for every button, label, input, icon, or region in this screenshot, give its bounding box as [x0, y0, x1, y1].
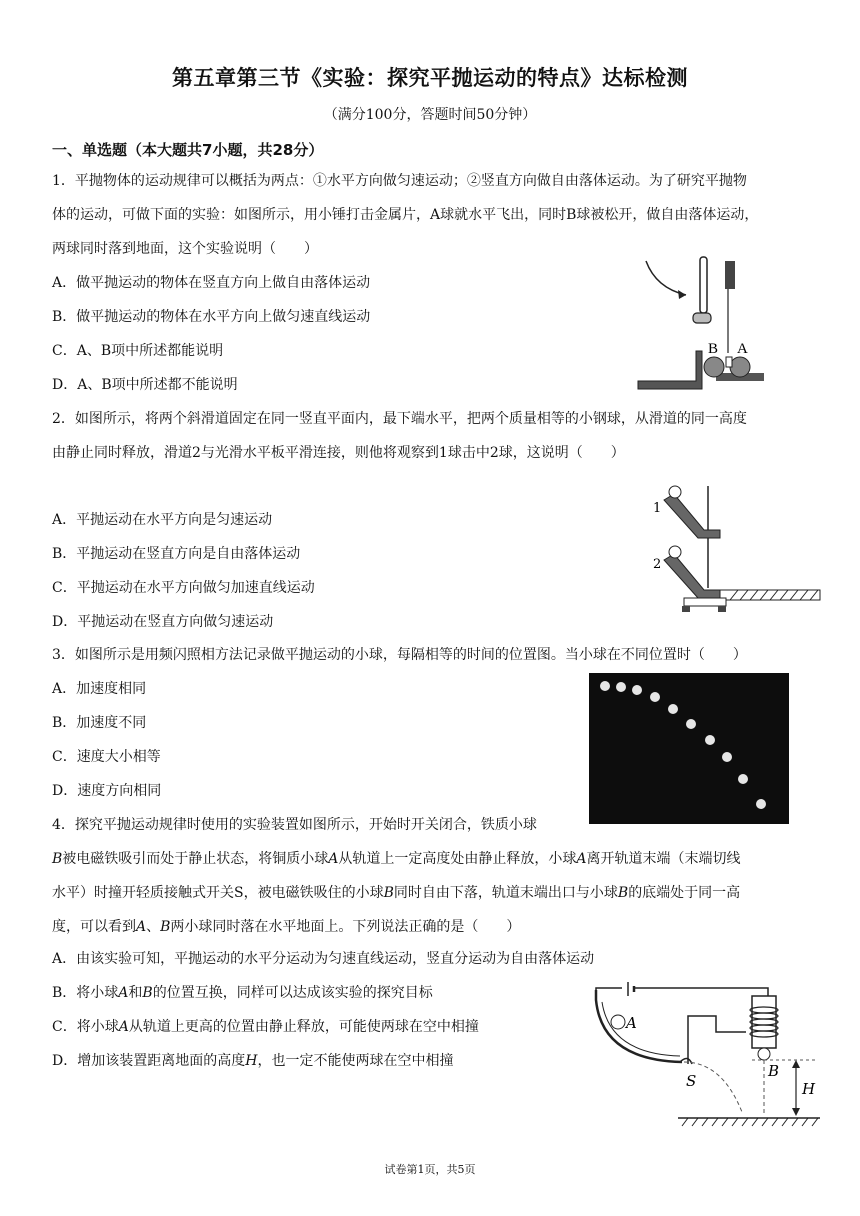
q4-option-c: C．将小球A从轨道上更高的位置由静止释放，可能使两球在空中相撞	[52, 1019, 479, 1035]
q1-line-3: 两球同时落到地面，这个实验说明（ ）	[52, 241, 318, 257]
q2-option-b: B．平抛运动在竖直方向是自由落体运动	[52, 546, 301, 562]
electromagnet	[752, 996, 776, 1048]
label-b: B	[708, 341, 719, 357]
q3-option-d: D．速度方向相同	[52, 783, 162, 799]
strobe-ball	[756, 799, 766, 809]
q4-line-4: 度，可以看到A、B两小球同时落在水平地面上。下列说法正确的是（ ）	[52, 919, 521, 935]
q3-line-1: 3．如图所示是用频闪照相方法记录做平抛运动的小球，每隔相等的时间的位置图。当小球在不同位置时（ ）	[52, 647, 747, 663]
ball-stand	[638, 351, 702, 389]
foot-right	[718, 606, 726, 612]
q2-ramp-figure	[650, 480, 822, 615]
height-arrow-up-icon	[792, 1060, 800, 1068]
label-h: H	[802, 1080, 816, 1098]
curved-track-inner	[602, 1002, 680, 1056]
ball-b	[758, 1048, 770, 1060]
q4-line-1: 4．探究平抛运动规律时使用的实验装置如图所示，开始时开关闭合，铁质小球	[52, 817, 537, 833]
strobe-ball	[668, 704, 678, 714]
strobe-ball	[686, 719, 696, 729]
release-clip	[726, 357, 732, 367]
q2-line-2: 由静止同时释放，滑道2与光滑水平板平滑连接，则他将观察到1球击中2球，这说明（ ）	[52, 445, 625, 461]
circuit-wire-left	[596, 988, 622, 990]
strobe-ball	[632, 685, 642, 695]
ball-2	[669, 546, 681, 558]
hammer-handle	[700, 257, 707, 313]
q4-option-a: A．由该实验可知，平抛运动的水平分运动为匀速直线运动，竖直分运动为自由落体运动	[52, 951, 595, 967]
label-a: A	[737, 341, 748, 357]
strobe-ball	[650, 692, 660, 702]
q4-option-b: B．将小球A和B的位置互换，同样可以达成该实验的探究目标	[52, 985, 433, 1001]
ball-a	[730, 357, 750, 377]
page-title: 第五章第三节《实验：探究平抛运动的特点》达标检测	[172, 65, 688, 90]
curved-track-outer	[596, 990, 682, 1062]
q2-line-1: 2．如图所示，将两个斜滑道固定在同一竖直平面内，最下端水平，把两个质量相等的小钢球，从滑道的同一高度	[52, 411, 747, 427]
label-a: A	[626, 1014, 637, 1032]
circuit-wire-top	[634, 988, 768, 1002]
q1-option-c: C．A、B项中所述都能说明	[52, 343, 224, 359]
label-s: S	[686, 1072, 697, 1090]
label-b: B	[768, 1062, 780, 1080]
ball-a	[611, 1015, 625, 1029]
q2-option-a: A．平抛运动在水平方向是匀速运动	[52, 512, 273, 528]
q4-electromagnet-figure	[592, 980, 822, 1130]
strobe-ball	[738, 774, 748, 784]
label-1: 1	[653, 501, 662, 516]
q3-strobe-photo	[589, 673, 789, 824]
switch-wire	[688, 1016, 746, 1064]
q3-option-c: C．速度大小相等	[52, 749, 161, 765]
q3-option-a: A．加速度相同	[52, 681, 147, 697]
q1-hammer-figure	[636, 253, 766, 393]
q4-line-3: 水平）时撞开轻质接触式开关S，被电磁铁吸住的小球B同时自由下落，轨道末端出口与小球B的底端处于同一高	[52, 885, 741, 901]
q1-option-b: B．做平抛运动的物体在水平方向上做匀速直线运动	[52, 309, 371, 325]
strobe-ball	[616, 682, 626, 692]
hammer-head	[693, 313, 711, 323]
stand-base	[684, 598, 726, 606]
page-subtitle: （满分100分，答题时间50分钟）	[323, 107, 537, 123]
slide-1	[664, 494, 720, 538]
label-2: 2	[653, 557, 662, 572]
q3-option-b: B．加速度不同	[52, 715, 147, 731]
q1-line-1: 1．平抛物体的运动规律可以概括为两点：①水平方向做匀速运动；②竖直方向做自由落体运动。为了研究平抛物	[52, 173, 747, 189]
strobe-ball	[705, 735, 715, 745]
strobe-ball	[600, 681, 610, 691]
ball-b	[704, 357, 724, 377]
height-arrow-down-icon	[792, 1108, 800, 1116]
q1-option-d: D．A、B项中所述都不能说明	[52, 377, 238, 393]
slide-2	[664, 554, 720, 598]
q4-option-d: D．增加该装置距离地面的高度H，也一定不能使两球在空中相撞	[52, 1053, 454, 1069]
q4-line-2: B被电磁铁吸引而处于静止状态，将铜质小球A从轨道上一定高度处由静止释放，小球A离开轨道末端（末端切线	[52, 851, 741, 867]
strobe-ball	[722, 752, 732, 762]
section-heading: 一、单选题（本大题共7小题，共28分）	[52, 141, 324, 159]
q2-option-c: C．平抛运动在水平方向做匀加速直线运动	[52, 580, 315, 596]
ball-1	[669, 486, 681, 498]
q1-option-a: A．做平抛运动的物体在竖直方向上做自由落体运动	[52, 275, 371, 291]
ground-hatching	[682, 1118, 818, 1126]
swing-arrow-path	[646, 261, 686, 295]
swing-arrow-head-icon	[678, 290, 686, 299]
foot-left	[682, 606, 690, 612]
q1-line-2: 体的运动，可做下面的实验：如图所示，用小锤打击金属片，A球就水平飞出，同时B球被松开，做自由落体运动，	[52, 207, 759, 223]
fixed-bar	[725, 261, 735, 289]
page-footer: 试卷第1页，共5页	[384, 1163, 476, 1176]
horizontal-board	[720, 590, 820, 600]
q2-option-d: D．平抛运动在竖直方向做匀速运动	[52, 614, 274, 630]
